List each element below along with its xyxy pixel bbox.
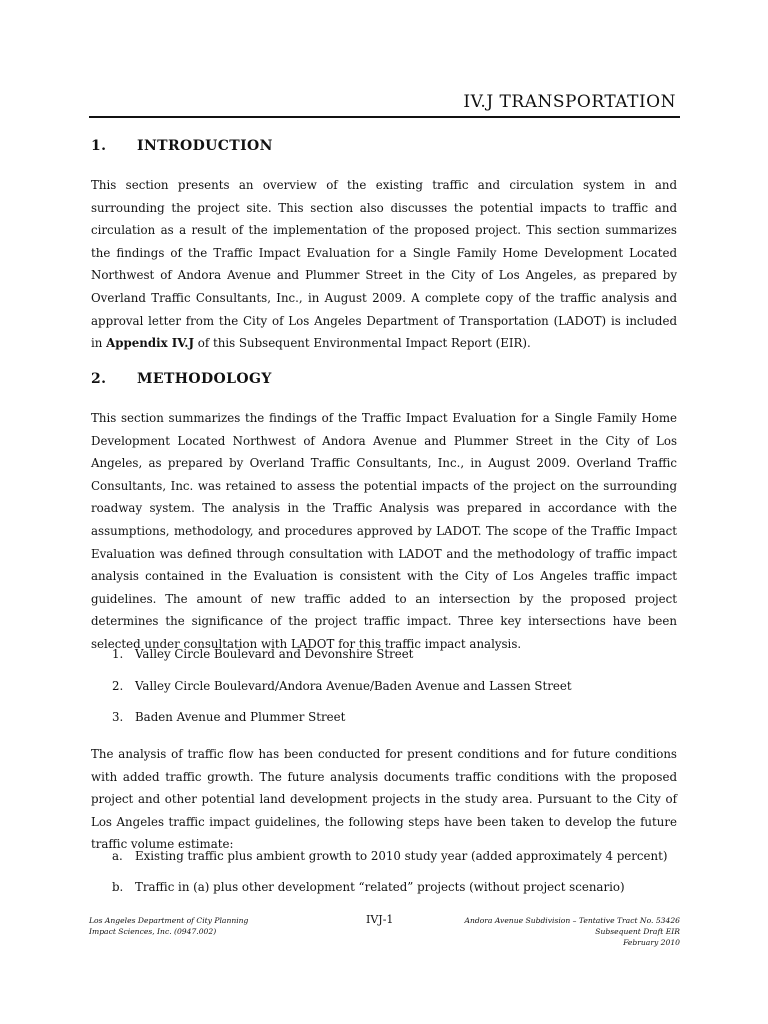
intro-text-start: This section presents an overview of the existing traffic and circulation system in and surrounding the project site. This section also discusses the potential impacts to traffic and circulation as a result of the implementation of the proposed project. This section summarizes the findings of the Traffic Impact Evaluation for a Single Family Home Development Located Northwest of Andora Avenue and Plummer Street in the City of Los Angeles, as prepared by Overland Traffic Consultants, Inc., in August 2009. A complete copy of the traffic analysis and approval letter from the City of Los Angeles Department of Transportation (LADOT) is included in: [91, 178, 677, 351]
footer-right: [464, 915, 680, 948]
list-marker: 3.: [112, 710, 124, 724]
list-text: Valley Circle Boulevard/Andora Avenue/Baden Avenue and Lassen Street: [135, 679, 572, 693]
footer-consultant: Impact Sciences, Inc. (0947.002): [89, 927, 217, 936]
step-list-item: [112, 878, 625, 896]
list-marker: 2.: [112, 679, 124, 693]
list-marker: a.: [112, 849, 123, 863]
traffic-flow-paragraph: The analysis of traffic flow has been conducted for present conditions and for future conditions with added traffic growth. The future analysis documents traffic conditions with the proposed project and other potential land development projects in the study area. Pursuant to the City of Los Angeles traffic impact guidelines, the following steps have been taken to develop the future traffic volume estimate:: [91, 747, 677, 852]
methodology-paragraph: This section summarizes the findings of the Traffic Impact Evaluation for a Single Family Home Development Located Northwest of Andora Avenue and Plummer Street in the City of Los Angeles, as prepared by Overland Traffic Consultants, Inc., in August 2009. Overland Traffic Consultants, Inc. was retained to assess the potential impacts of the project on the surrounding roadway system. The analysis in the Traffic Analysis was prepared in accordance with the assumptions, methodology, and procedures approved by LADOT. The scope of the Traffic Impact Evaluation was defined through consultation with LADOT and the methodology of traffic impact analysis contained in the Evaluation is consistent with the City of Los Angeles traffic impact guidelines. The amount of new traffic added to an intersection by the proposed project determines the significance of the project traffic impact. Three key intersections have been selected under consultation with LADOT for this traffic impact analysis.: [91, 411, 677, 651]
section-heading-introduction: [91, 138, 273, 154]
intro-text-end: of this Subsequent Environmental Impact Report (EIR).: [194, 336, 531, 351]
footer-document: Subsequent Draft EIR: [595, 927, 680, 936]
intersection-list-item: [112, 677, 572, 695]
footer-left: [89, 915, 248, 937]
section-heading-methodology: [91, 371, 272, 387]
page-title: IV.J TRANSPORTATION: [463, 92, 676, 112]
intro-paragraph: [91, 174, 677, 355]
section-number: 2.: [91, 371, 107, 387]
list-text: Existing traffic plus ambient growth to 2010 study year (added approximately 4 percent): [135, 849, 668, 863]
footer-department: Los Angeles Department of City Planning: [89, 916, 249, 925]
page-header: [89, 90, 680, 118]
list-text: Traffic in (a) plus other development “related” projects (without project scenario): [135, 880, 625, 894]
footer-date: February 2010: [623, 938, 680, 947]
intersection-list-item: [112, 708, 345, 726]
footer-project: Andora Avenue Subdivision – Tentative Tract No. 53426: [464, 916, 680, 925]
appendix-reference: Appendix IV.J: [106, 336, 195, 351]
step-list-item: [112, 847, 667, 865]
list-text: Valley Circle Boulevard and Devonshire Street: [135, 647, 414, 661]
page-number: IVJ-1: [366, 913, 394, 926]
intersection-list-item: [112, 645, 413, 663]
section-title: METHODOLOGY: [137, 371, 272, 387]
section-number: 1.: [91, 138, 107, 154]
list-marker: b.: [112, 880, 124, 894]
list-marker: 1.: [112, 647, 124, 661]
list-text: Baden Avenue and Plummer Street: [135, 710, 346, 724]
section-title: INTRODUCTION: [137, 138, 273, 154]
